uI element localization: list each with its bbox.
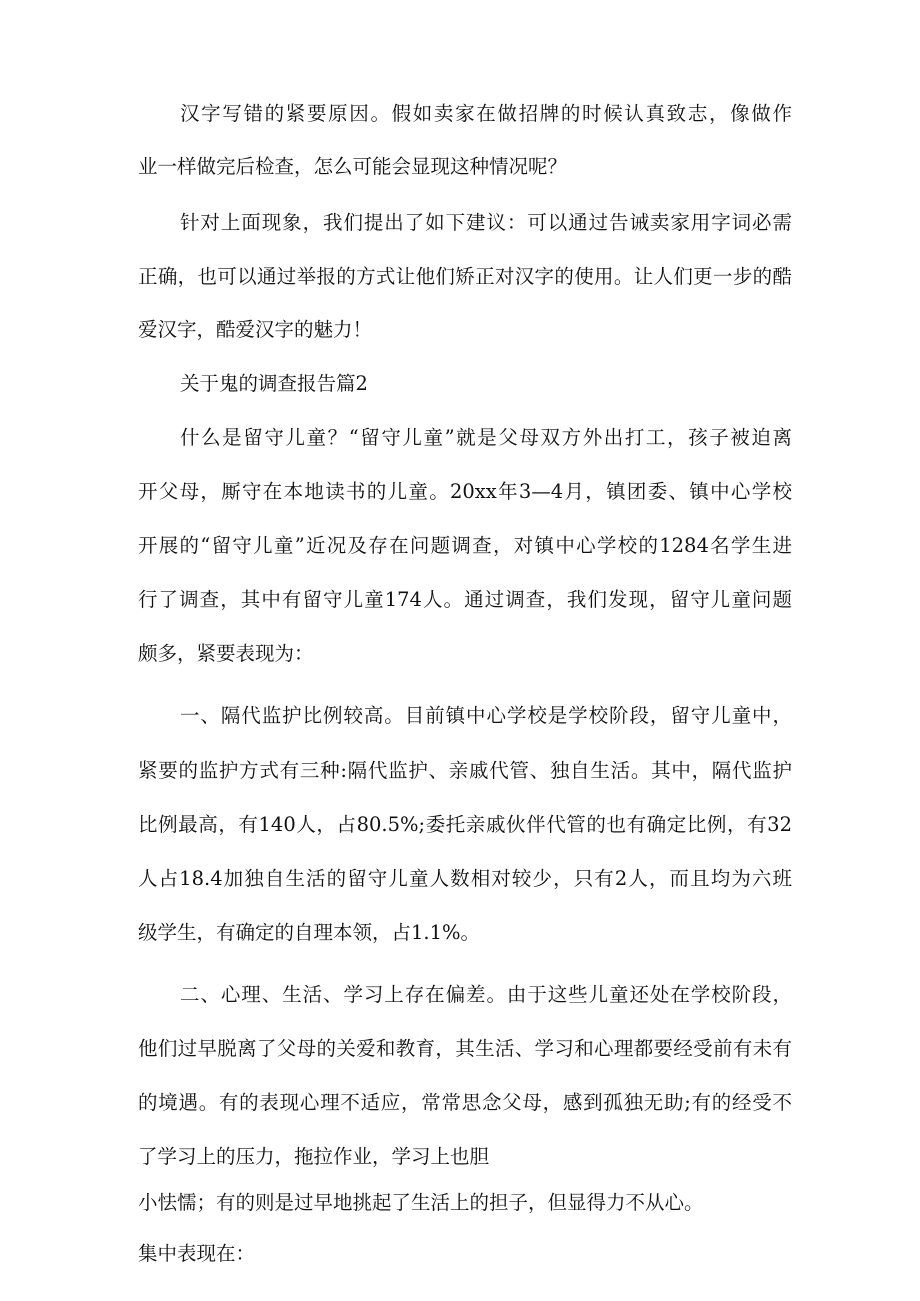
- paragraph-line: 的境遇。有的表现心理不适应，常常思念父母，感到孤独无助;有的经受不: [138, 1091, 792, 1114]
- paragraph-line: 行了调查，其中有留守儿童174人。通过调查，我们发现，留守儿童问题: [138, 588, 792, 611]
- paragraph-line: 一、隔代监护比例较高。目前镇中心学校是学校阶段，留守儿童中，: [180, 704, 792, 727]
- paragraph-line: 颇多，紧要表现为：: [138, 642, 314, 665]
- paragraph-line: 小怯懦；有的则是过早地挑起了生活上的担子，但显得力不从心。: [138, 1191, 704, 1214]
- paragraph-line: 二、心理、生活、学习上存在偏差。由于这些儿童还处在学校阶段，: [180, 983, 792, 1006]
- paragraph-line: 针对上面现象，我们提出了如下建议：可以通过告诫卖家用字词必需: [180, 211, 792, 234]
- paragraph-line: 级学生，有确定的自理本领，占1.1%。: [138, 921, 481, 944]
- paragraph-line: 紧要的监护方式有三种:隔代监护、亲戚代管、独自生活。其中，隔代监护: [138, 759, 792, 782]
- paragraph-line: 开展的“留守儿童”近况及存在问题调查，对镇中心学校的1284名学生进: [138, 534, 792, 557]
- paragraph-line: 开父母，厮守在本地读书的儿童。20xx年3—4月，镇团委、镇中心学校: [138, 480, 792, 503]
- paragraph-line: 汉字写错的紧要原因。假如卖家在做招牌的时候认真致志，像做作: [180, 102, 792, 125]
- paragraph-line: 什么是留守儿童？“留守儿童”就是父母双方外出打工，孩子被迫离: [180, 426, 792, 449]
- paragraph-line: 正确，也可以通过举报的方式让他们矫正对汉字的使用。让人们更一步的酷: [138, 265, 792, 288]
- paragraph-line: 他们过早脱离了父母的关爱和教育，其生活、学习和心理都要经受前有未有: [138, 1037, 792, 1060]
- paragraph-line: 爱汉字，酷爱汉字的魅力！: [138, 318, 373, 341]
- section-heading: 关于鬼的调查报告篇2: [180, 372, 368, 395]
- paragraph-line: 比例最高，有140人，占80.5%;委托亲戚伙伴代管的也有确定比例，有32: [138, 813, 792, 836]
- paragraph-line: 业一样做完后检查，怎么可能会显现这种情况呢？: [138, 155, 568, 178]
- paragraph-line: 集中表现在：: [138, 1242, 256, 1265]
- paragraph-line: 了学习上的压力，拖拉作业，学习上也胆: [138, 1145, 490, 1168]
- paragraph-line: 人占18.4加独自生活的留守儿童人数相对较少，只有2人，而且均为六班: [138, 867, 792, 890]
